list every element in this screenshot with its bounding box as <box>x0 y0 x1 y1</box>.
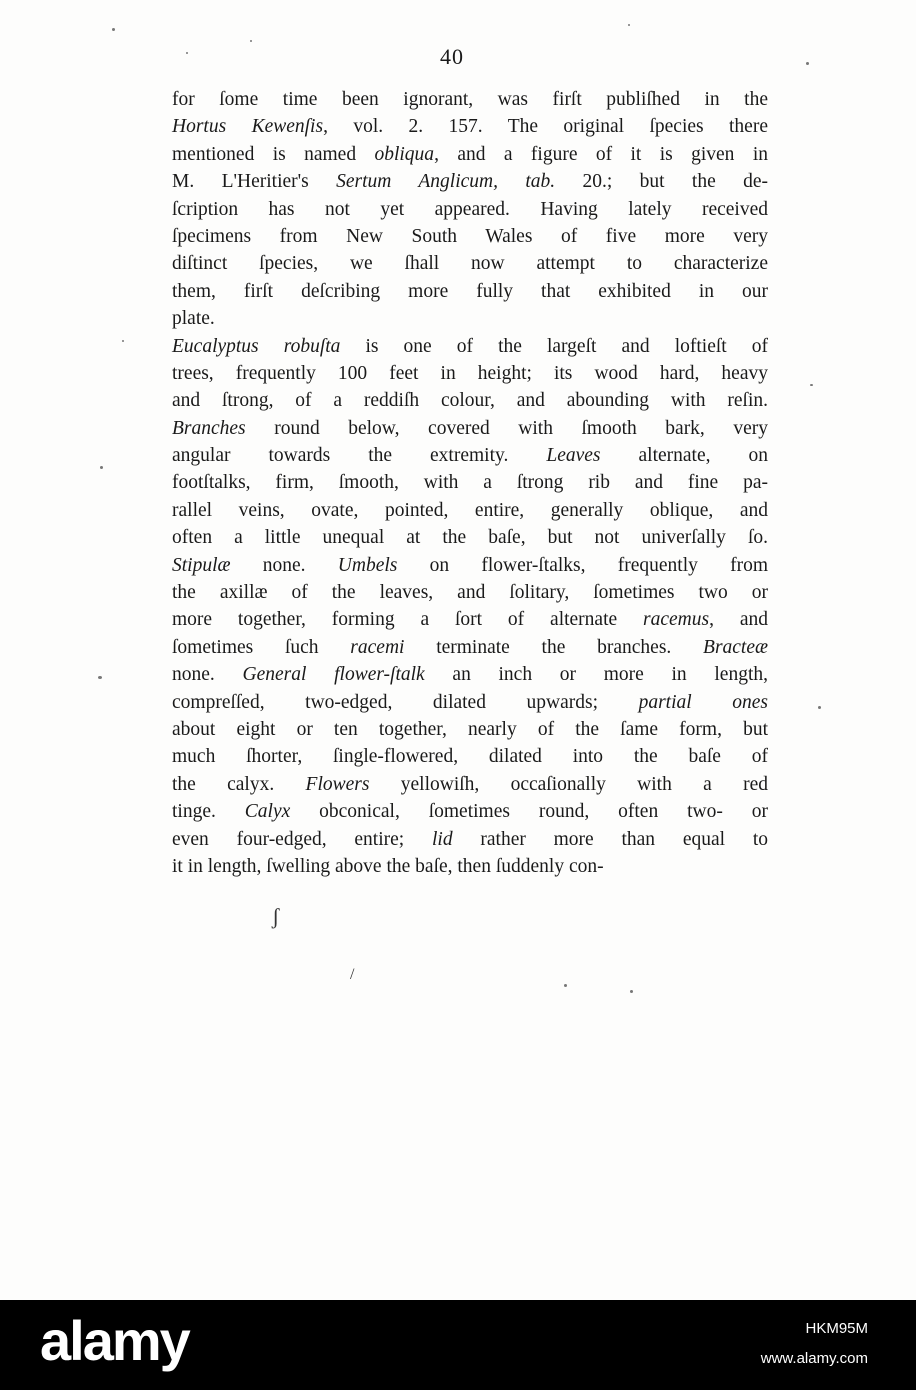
text-run: terminate the branches. <box>404 636 704 658</box>
text-run: compreſſed, two-edged, dilated upwards; <box>172 691 639 713</box>
text-line <box>172 360 768 387</box>
text-line <box>172 716 768 743</box>
ink-mark: ʃ <box>272 904 280 929</box>
speckle <box>630 990 633 993</box>
italic-run: Sertum Anglicum, tab. <box>336 171 556 193</box>
text-line <box>172 113 768 140</box>
page-number: 40 <box>440 44 464 69</box>
text-line <box>172 86 768 113</box>
text-run: on flower-ſtalks, frequently from <box>397 554 769 576</box>
text-line <box>172 196 768 223</box>
italic-run: Calyx <box>244 801 291 823</box>
body-text <box>172 86 768 880</box>
speckle <box>818 706 821 709</box>
text-line <box>172 278 768 305</box>
italic-run: Flowers <box>305 773 370 795</box>
text-run: the calyx. <box>172 773 306 795</box>
italic-run: General flower-ſtalk <box>242 664 425 686</box>
ink-mark: / <box>350 966 355 983</box>
italic-run: Eucalyptus robuſta <box>172 335 341 357</box>
text-line <box>172 469 768 496</box>
italic-run: Branches <box>172 417 246 439</box>
speckle <box>806 62 809 65</box>
text-line <box>172 305 768 332</box>
text-run: for ſome time been ignorant, was firſt publiſhed in the <box>172 89 768 110</box>
text-run: even four-edged, entire; <box>172 828 432 850</box>
italic-run: Leaves <box>546 445 601 467</box>
text-run: angular towards the extremity. <box>172 445 547 467</box>
text-run: M. L'Heritier's <box>172 171 337 193</box>
text-run: it in length, ſwelling above the baſe, then ſuddenly con- <box>172 855 604 877</box>
text-line <box>172 853 768 880</box>
italic-run: obliqua <box>374 143 435 165</box>
text-run: mentioned is named <box>172 143 375 165</box>
italic-run: Hortus Kewenſis <box>172 116 324 138</box>
speckle <box>250 40 252 42</box>
site-url: www.alamy.com <box>760 1350 868 1367</box>
text-run: , vol. 2. 157. The original ſpecies there <box>323 116 768 138</box>
text-line <box>172 223 768 250</box>
text-run: , and a figure of it is given in <box>434 143 768 165</box>
text-run: more together, forming a ſort of alternate <box>172 609 644 631</box>
text-line <box>172 826 768 853</box>
text-run: round below, covered with ſmooth bark, very <box>245 417 768 439</box>
text-run: plate. <box>172 308 215 330</box>
stock-id: HKM95M <box>805 1320 868 1337</box>
text-run: the axillæ of the leaves, and ſolitary, ſometimes two or <box>172 582 768 604</box>
text-run: none. <box>230 554 338 576</box>
italic-run: Stipulæ <box>172 554 231 576</box>
italic-run: partial ones <box>638 691 768 713</box>
text-line <box>172 689 768 716</box>
speckle <box>564 984 567 987</box>
speckle <box>122 340 124 342</box>
italic-run: Umbels <box>337 554 398 576</box>
text-run: obconical, ſometimes round, often two- or <box>290 801 768 823</box>
text-line <box>172 661 768 688</box>
text-line <box>172 634 768 661</box>
text-run: footſtalks, firm, ſmooth, with a ſtrong rib and fine pa- <box>172 472 768 494</box>
watermark-bar <box>0 1300 916 1390</box>
text-line <box>172 497 768 524</box>
text-line <box>172 141 768 168</box>
italic-run: racemi <box>350 636 405 658</box>
text-run: rather more than equal to <box>452 828 768 850</box>
text-run: yellowiſh, occaſionally with a red <box>369 773 768 795</box>
text-line <box>172 579 768 606</box>
text-run: about eight or ten together, nearly of the ſame form, but <box>172 718 768 740</box>
text-run: is one of the largeſt and loftieſt of <box>340 335 768 357</box>
text-line <box>172 387 768 414</box>
text-run: alternate, on <box>600 445 768 467</box>
text-line <box>172 798 768 825</box>
text-run: them, firſt deſcribing more fully that exhibited in our <box>172 280 768 302</box>
text-run: an inch or more in length, <box>424 664 769 686</box>
alamy-logo: alamy <box>40 1309 189 1372</box>
italic-run: racemus <box>643 609 710 631</box>
text-run: diſtinct ſpecies, we ſhall now attempt to characterize <box>172 253 768 275</box>
speckle <box>100 466 103 469</box>
text-run: tinge. <box>172 801 245 823</box>
speckle <box>112 28 115 31</box>
text-run: 20.; but the de- <box>555 171 769 193</box>
text-line <box>172 743 768 770</box>
text-run: often a little unequal at the baſe, but not univerſally ſo. <box>172 527 768 549</box>
italic-run: Bracteæ <box>703 636 769 658</box>
speckle <box>98 676 102 679</box>
text-line <box>172 771 768 798</box>
text-run: ſcription has not yet appeared. Having lately received <box>172 198 768 220</box>
text-run: trees, frequently 100 feet in height; its wood hard, heavy <box>172 362 768 384</box>
text-run: ſometimes ſuch <box>172 636 351 658</box>
text-run: , and <box>709 609 769 631</box>
speckle <box>186 52 188 54</box>
text-line <box>172 606 768 633</box>
speckle <box>628 24 630 26</box>
text-line <box>172 524 768 551</box>
italic-run: lid <box>432 828 453 850</box>
text-run: and ſtrong, of a reddiſh colour, and abounding with reſin. <box>172 390 768 412</box>
text-run: ſpecimens from New South Wales of five more very <box>172 225 768 247</box>
text-run: none. <box>172 664 243 686</box>
text-run: much ſhorter, ſingle-flowered, dilated into the baſe of <box>172 746 768 768</box>
text-run: rallel veins, ovate, pointed, entire, generally oblique, and <box>172 499 768 521</box>
text-line <box>172 168 768 195</box>
text-line <box>172 250 768 277</box>
text-line <box>172 442 768 469</box>
speckle <box>810 384 813 386</box>
text-line <box>172 333 768 360</box>
text-line <box>172 415 768 442</box>
text-line <box>172 552 768 579</box>
